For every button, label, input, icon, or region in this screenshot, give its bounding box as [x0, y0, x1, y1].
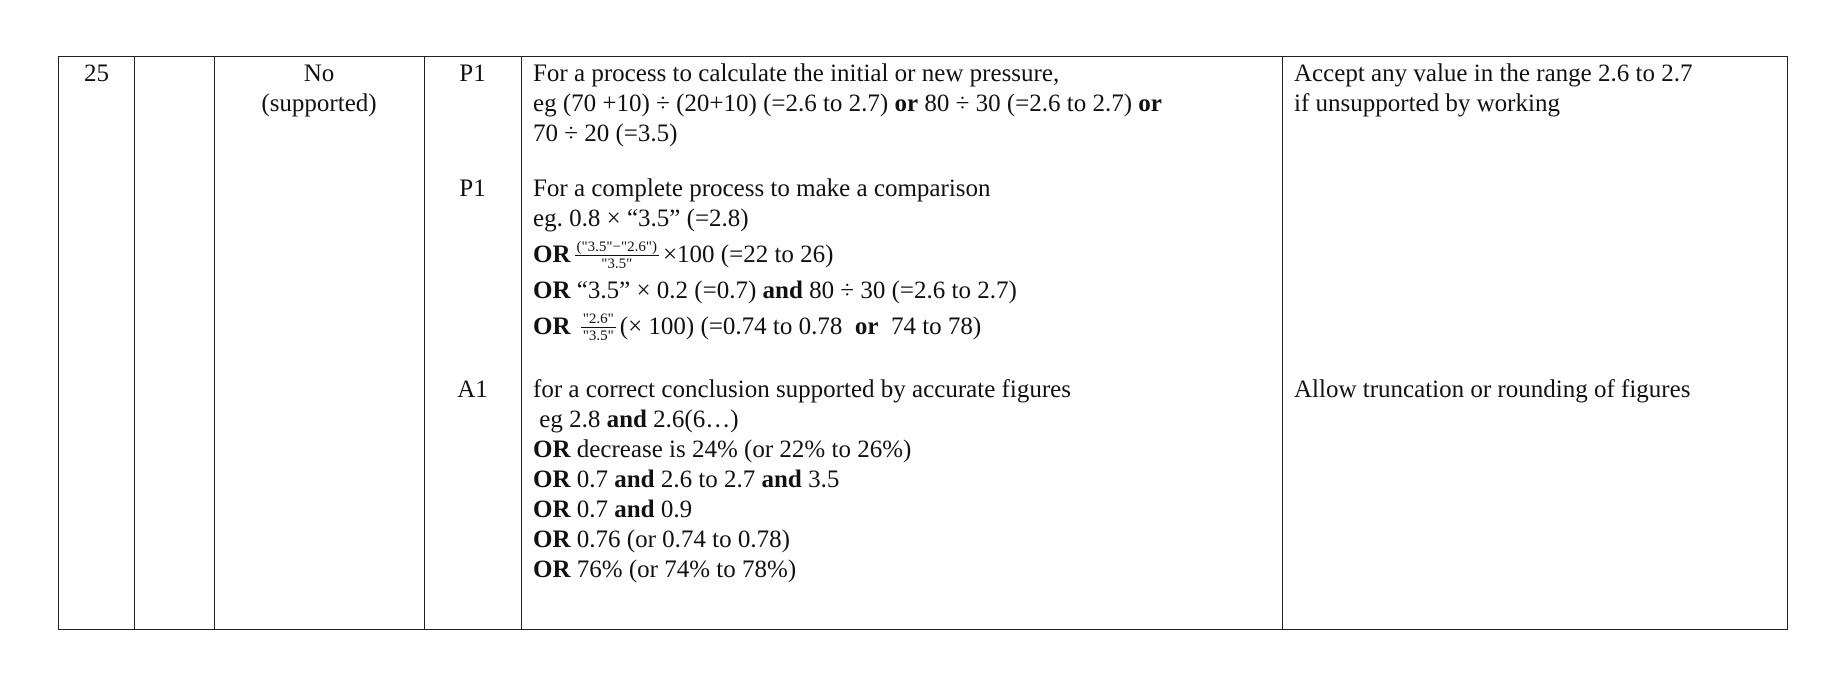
answer-line: (supported): [261, 90, 377, 117]
text-line: OR $\frac{"2.6"}{"3.5"}$ (× 100) (=0.74 to 0.78 or 74 to 78): [533, 310, 982, 344]
column-divider: [521, 57, 522, 629]
answer-line: No: [303, 60, 335, 87]
mark-code: A1: [457, 376, 488, 403]
text-line: OR 0.7 and 2.6 to 2.7 and 3.5: [533, 466, 840, 493]
mark-description: [533, 174, 1278, 348]
text-line: eg. 0.8 × “3.5” (=2.8): [533, 205, 749, 232]
text-line: OR 0.7 and 0.9: [533, 496, 693, 523]
text-line: OR 76% (or 74% to 78%): [533, 556, 797, 583]
guidance-line: if unsupported by working: [1294, 90, 1560, 117]
mark-description: [533, 375, 1278, 585]
guidance-line: Accept any value in the range 2.6 to 2.7: [1294, 60, 1693, 87]
guidance-note: [1294, 59, 1784, 119]
answer-cell: [214, 59, 424, 119]
mark-scheme-table: [58, 56, 1788, 630]
column-divider: [1282, 57, 1283, 629]
fraction: $\frac{("3.5"-"2.6")}{"3.5"}$: [576, 238, 657, 272]
column-divider: [134, 57, 135, 629]
text-line: OR $\frac{("3.5"-"2.6")}{"3.5"}$ ×100 (=22 to 26): [533, 238, 834, 272]
or-keyword: OR: [533, 241, 571, 268]
text-line: for a correct conclusion supported by accurate figures: [533, 376, 1071, 403]
mark-description: [533, 59, 1278, 149]
text-line: OR “3.5” × 0.2 (=0.7) and 80 ÷ 30 (=2.6 to 2.7): [533, 277, 1017, 304]
guidance-note: [1294, 375, 1784, 405]
mark-code: P1: [459, 175, 486, 202]
text-line: For a process to calculate the initial or new pressure,: [533, 60, 1060, 87]
guidance-line: Allow truncation or rounding of figures: [1294, 376, 1691, 403]
column-divider: [214, 57, 215, 629]
text-line: eg 2.8 and 2.6(6…): [533, 406, 739, 433]
text-line: OR 0.76 (or 0.74 to 0.78): [533, 526, 790, 553]
fraction: $\frac{"2.6"}{"3.5"}$: [582, 310, 614, 344]
text-line: For a complete process to make a comparison: [533, 175, 991, 202]
column-divider: [424, 57, 425, 629]
text-line: 70 ÷ 20 (=3.5): [533, 120, 678, 147]
text-line: OR decrease is 24% (or 22% to 26%): [533, 436, 912, 463]
mark-code: P1: [459, 60, 486, 87]
question-number: 25: [84, 60, 109, 87]
text-line: eg (70 +10) ÷ (20+10) (=2.6 to 2.7) or 80 ÷ 30 (=2.6 to 2.7) or: [533, 90, 1162, 117]
